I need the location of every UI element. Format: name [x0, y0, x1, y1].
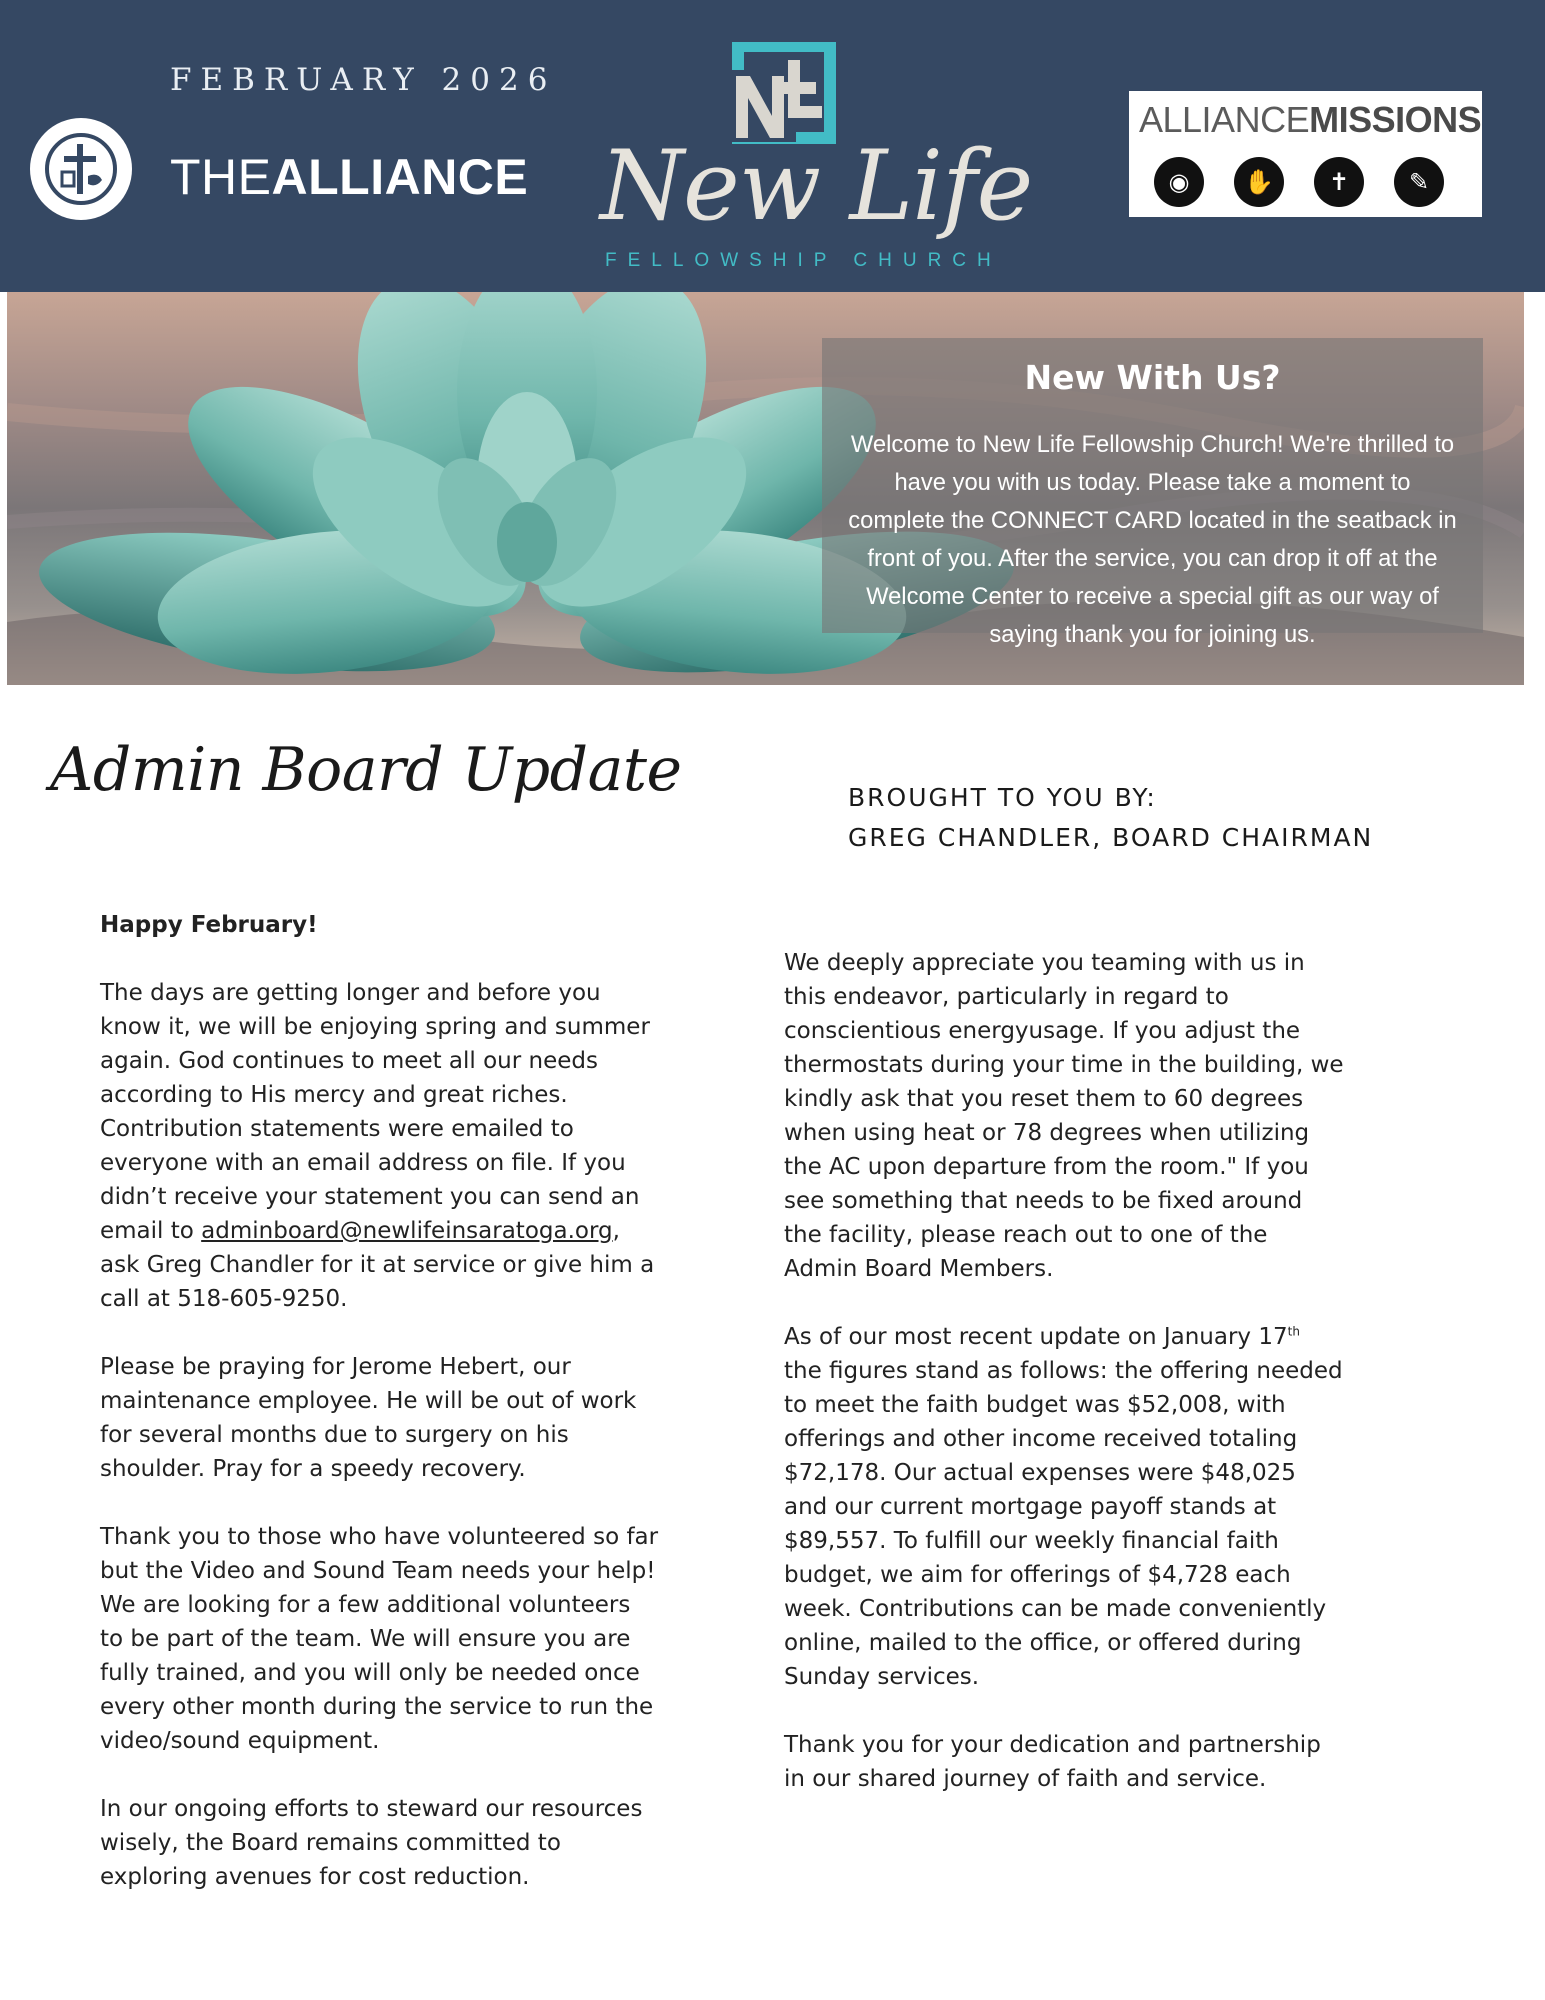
email-link[interactable]: adminboard@newlifeinsaratoga.org: [201, 1218, 613, 1244]
article-title: Admin Board Update: [50, 735, 682, 805]
succulent-banner: [7, 292, 1524, 685]
paragraph-volunteers: Thank you to those who have volunteered so far but the Video and Sound Team needs your help! We are looking for a few additional volunteers to be part of the team. We will ensure you are fully trained, and you will only be needed once every other month during the service to run the video/sound equipment.: [100, 1524, 659, 1754]
paragraph-cost-reduction: In our ongoing efforts to steward our resources wisely, the Board remains committed to exploring avenues for cost reduction.: [100, 1796, 643, 1890]
missions-wordmark-missions: MISSIONS: [1309, 99, 1482, 140]
hands-icon: ✋: [1234, 157, 1284, 207]
missions-wordmark-alliance: ALLIANCE: [1139, 99, 1310, 140]
paragraph-statements: [100, 976, 660, 1316]
alliance-wordmark: [170, 148, 528, 206]
alliance-seal-logo: [30, 118, 132, 220]
byline-author: GREG CHANDLER, BOARD CHAIRMAN: [848, 823, 1374, 852]
issue-date: FEBRUARY 2026: [170, 62, 557, 98]
cross-icon: ✝: [1314, 157, 1364, 207]
alliance-wordmark-the: THE: [170, 149, 272, 205]
new-with-us-title: New With Us?: [1024, 358, 1281, 397]
greeting: Happy February!: [100, 912, 318, 938]
fellowship-church-subtitle: FELLOWSHIP CHURCH: [605, 250, 1002, 271]
pen-icon: ✎: [1394, 157, 1444, 207]
article-column-right: [784, 946, 1344, 1830]
new-life-script-logo: New Life: [600, 130, 1033, 242]
paragraph-thanks: Thank you for your dedication and partnership in our shared journey of faith and service.: [784, 1732, 1321, 1792]
article-column-left: [100, 908, 660, 1928]
paragraph-financials-text-a: As of our most recent update on January 17: [784, 1324, 1288, 1350]
paragraph-prayer: Please be praying for Jerome Hebert, our maintenance employee. He will be out of work for several months due to surgery on his shoulder. Pray for a speedy recovery.: [100, 1354, 637, 1482]
newsletter-header: [0, 0, 1545, 292]
missions-wordmark: [1139, 99, 1482, 141]
paragraph-financials: [784, 1320, 1344, 1694]
paragraph-statements-text-b: , ask Greg Chandler for it at service or give him a call at 518-605-9250.: [100, 1218, 655, 1312]
paragraph-financials-text-b: the figures stand as follows: the offering needed to meet the faith budget was $52,008, with offerings and other income received totaling $72,178. Our actual expenses were $48,025 and our current mortgage payoff stands at $89,557. To fulfill our weekly financial faith budget, we aim for offerings of $4,728 each week. Contributions can be made conveniently online, mailed to the office, or offered during Sunday services.: [784, 1358, 1343, 1690]
byline-label: BROUGHT TO YOU BY:: [848, 783, 1157, 812]
new-with-us-panel: [822, 338, 1483, 648]
paragraph-statements-text-a: The days are getting longer and before you know it, we will be enjoying spring and summer again. God continues to meet all our needs according to His mercy and great riches. Contribution statements were emailed to everyone with an email address on file. If you didn’t receive your statement you can send an email to: [100, 980, 650, 1244]
alliance-wordmark-alliance: ALLIANCE: [271, 149, 529, 205]
alliance-missions-logo: [1129, 91, 1482, 217]
globe-icon: ◉: [1154, 157, 1204, 207]
ordinal-suffix: th: [1287, 1324, 1300, 1339]
article-byline: [848, 778, 1373, 858]
new-with-us-message: Welcome to New Life Fellowship Church! We're thrilled to have you with us today. Please take a moment to complete the CONNECT CARD located in the seatback in front of you. After the service, you can drop it off at the Welcome Center to receive a special gift as our way of saying thank you for joining us.: [848, 431, 1457, 648]
paragraph-energy-usage: We deeply appreciate you teaming with us in this endeavor, particularly in regard to conscientious energyusage. If you adjust the thermostats during your time in the building, we kindly ask that you reset them to 60 degrees when using heat or 78 degrees when utilizing the AC upon departure from the room." If you see something that needs to be fixed around the facility, please reach out to one of the Admin Board Members.: [784, 950, 1344, 1282]
